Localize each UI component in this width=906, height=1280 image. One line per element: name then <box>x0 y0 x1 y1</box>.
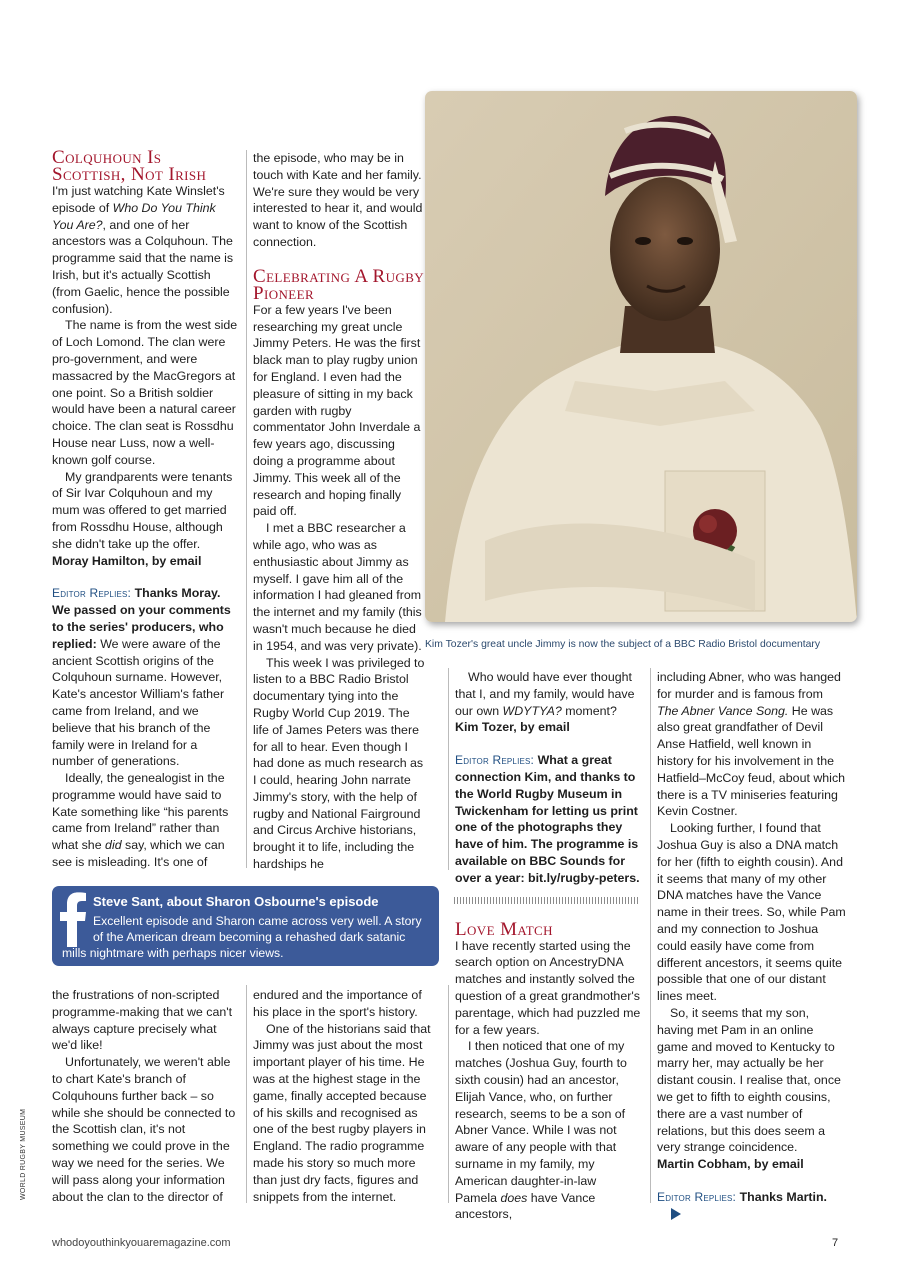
column-divider <box>246 150 247 868</box>
letter-paragraph: Looking further, I found that Joshua Guy is also a DNA match for her (fifth to eighth cousin). And it seems that many of my other DNA matches have the Vance name in their trees. So, while Pam and my connection to Joshua could easily have come from different ancestors, it seems quite possible that one of our distant lines meet. <box>657 821 846 1004</box>
column-2-bottom <box>253 987 433 1205</box>
signature: Moray Hamilton, by email <box>52 553 202 568</box>
column-divider <box>448 668 449 870</box>
editor-reply-paragraph: Ideally, the genealogist in the programme would have said to Kate something like “his parents came from Ireland” rather than what she did say, which we can see is misleading. It's one of <box>52 771 229 870</box>
page-number: 7 <box>832 1237 839 1249</box>
heading-rugby-pioneer: Celebrating A Rugby Pioneer <box>253 265 425 304</box>
editor-reply: Editor Replies: Thanks Moray. We passed on your comments to the series' producers, who replied: We were aware of the ancient Scottish origins of the Colquhoun surname. However, Kate's ancestor William's father came from Ireland, and we believe that his branch of the family were in Ireland for a number of generations. <box>52 586 231 769</box>
letter-paragraph: One of the historians said that Jimmy was just about the most important player of his time. He was at the highest stage in the game, finally accepted because of his skills and recognised as one of the best rugby players in England. The radio programme made his story so much more than just dry facts, figures and snippets from the internet. <box>253 1021 431 1204</box>
column-divider <box>650 668 651 1203</box>
heading-love-match: Love Match <box>455 918 553 940</box>
heading-colquhoun: Colquhoun Is Scottish, Not Irish <box>52 147 207 185</box>
facebook-comment-author: Steve Sant, about Sharon Osbourne's episode <box>93 894 379 909</box>
letter-paragraph: For a few years I've been researching my great uncle Jimmy Peters. He was the first black man to play rugby union for England. I even had the pleasure of sitting in my back garden with rugby commentator John Inverdale a few years ago, discussing doing a programme about Jimmy. This week all of the research and hoping finally paid off. <box>253 302 421 519</box>
column-divider <box>448 985 449 1203</box>
column-2-top <box>253 150 425 873</box>
continue-arrow-icon <box>671 1208 681 1220</box>
letter-paragraph: The name is from the west side of Loch Lomond. The clan were pro-government, and were massacred by the MacGregors at one point. So a British soldier would have been a natural career choice. The clan seat is Rossdhu House near Luss, now a well-known golf course. <box>52 318 238 467</box>
section-divider-dots <box>454 897 640 904</box>
letter-paragraph: I have recently started using the search option on AncestryDNA matches and instantly solved the question of a great grandmother's parentage, which had puzzled me for a few years. <box>455 938 641 1037</box>
letter-paragraph: the episode, who may be in touch with Kate and her family. We're sure they would be very interested to hear it, and would want to know of the Scottish connection. <box>253 151 423 249</box>
editor-reply: Editor Replies: What a great connection Kim, and thanks to the World Rugby Museum in Twickenham for letting us print one of the photographs they have of him. The programme is available on BBC Sounds for over a year: bit.ly/rugby-peters. <box>455 753 640 885</box>
letter-paragraph: Unfortunately, we weren't able to chart Kate's branch of Colquhouns further back – so while she should be connected to the Scottish clan, it's not something we could prove in the way we need for the series. We will pass along your information about the clan to the director of <box>52 1055 236 1204</box>
column-3 <box>455 669 641 1223</box>
letter-paragraph: My grandparents were tenants of Sir Ivar Colquhoun and my mum was offered to get married from Rossdhu House, although she didn't take up the offer. <box>52 469 233 551</box>
letter-paragraph: Who would have ever thought that I, and my family, would have our own WDYTYA? moment? <box>455 670 635 718</box>
photo-credit: WORLD RUGBY MUSEUM <box>20 1108 27 1200</box>
editor-reply: Editor Replies: Thanks Martin. <box>657 1189 847 1223</box>
photo-caption: Kim Tozer's great uncle Jimmy is now the subject of a BBC Radio Bristol documentary <box>425 639 821 650</box>
column-4 <box>657 669 847 1223</box>
letter-paragraph: I then noticed that one of my matches (Joshua Guy, fourth to sixth cousin) had an ancestor, Elijah Vance, who, on further research, seems to be a son of Abner Vance. While I was not aware of any people with that surname in my family, my American daughter-in-law Pamela does have Vance ancestors, <box>455 1039 627 1222</box>
letter-paragraph: I'm just watching Kate Winslet's episode of Who Do You Think You Are?, and one of her ancestors was a Colquhoun. The programme said that the name is Irish, but it's actually Scottish (from Gaelic, hence the possible confusion). <box>52 184 234 316</box>
letter-paragraph: This week I was privileged to listen to a BBC Radio Bristol documentary tying into the Rugby World Cup 2019. The life of James Peters was there for all to hear. Even though I had done as much research as I could, hearing John narrate Jimmy's story, with the help of rugby and National Fairground and Circus Archive historians, brought it to life, including the hardships he <box>253 655 425 872</box>
letter-paragraph: So, it seems that my son, having met Pam in an online game and moved to Kentucky to marry her, may actually be her distant cousin. I realise that, once we get to fifth to eighth cousins, there are a vast number of relations, but this does seem a very strange coincidence. <box>657 1005 841 1155</box>
letter-paragraph: including Abner, who was hanged for murder and is famous from The Abner Vance Song. He was also great grandfather of Devil Anse Hatfield, well known in history for his involvement in the Hatfield–McCoy feud, about which there is a TV miniseries featuring Kevin Costner. <box>657 670 846 819</box>
signature: Kim Tozer, by email <box>455 720 570 735</box>
signature: Martin Cobham, by email <box>657 1157 804 1172</box>
footer-url: whodoyouthinkyouaremagazine.com <box>52 1237 231 1249</box>
letter-paragraph: endured and the importance of his place in the sport's history. <box>253 988 422 1019</box>
column-1-top <box>52 149 240 871</box>
column-divider <box>246 985 247 1203</box>
jimmy-peters-photo <box>425 91 857 622</box>
facebook-comment-box <box>52 886 439 966</box>
facebook-comment-text: Excellent episode and Sharon came across very well. A story of the American dream becoming a rehashed dark satanic mills nightmare with perhaps nicer views. <box>62 914 422 961</box>
letter-paragraph: the frustrations of non-scripted programme-making that we can't always capture precisely what we'd like! <box>52 988 233 1053</box>
column-1-bottom <box>52 987 240 1205</box>
letter-paragraph: I met a BBC researcher a while ago, who was as enthusiastic about Jimmy as myself. I gave him all of the information I had gleaned from the internet and my family (this wasn't much because he died in 1954, and was very private). <box>253 521 422 653</box>
